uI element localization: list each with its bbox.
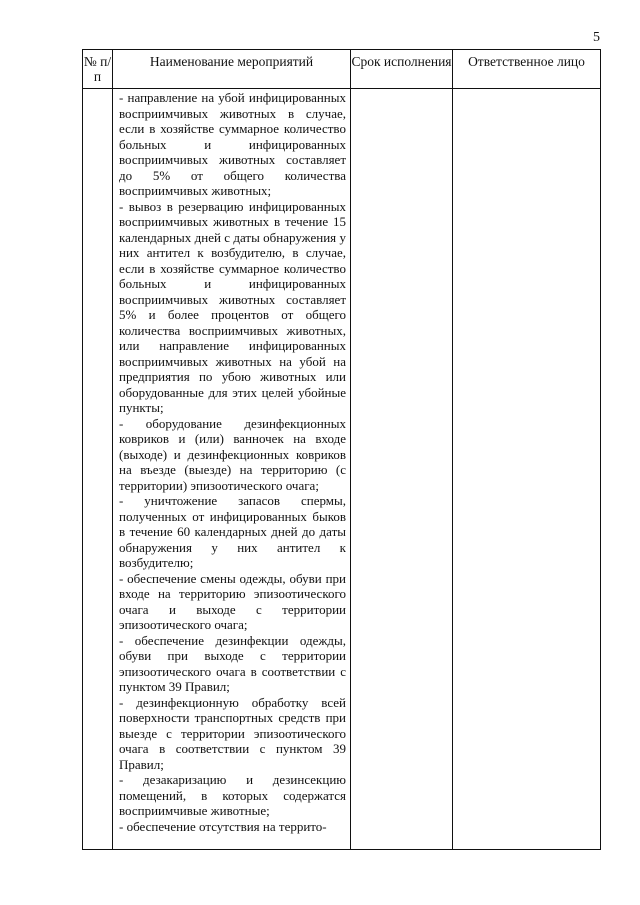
measures-table (82, 49, 601, 850)
list-item: - обеспечение смены одежды, обуви при входе на территорию эпизоотического очага и выходе с территории эпизоотического очага; (119, 570, 346, 632)
list-item: - дезакаризацию и дезинсекцию помещений, в которых содержатся восприимчивые животные; (119, 772, 346, 818)
list-item: - оборудование дезинфекционных ковриков и (или) ванночек на входе (выходе) и дезинфекционных ковриков на въезде (выезде) на территорию (с территории) эпизоотического очага; (119, 415, 346, 493)
list-item: - обеспечение отсутствия на террито- (119, 818, 327, 834)
list-item: - вывоз в резервацию инфицированных восприимчивых животных в течение 15 календарных дней с даты обнаружения у них антител к возбудителю, в случае, если в хозяйстве суммарное количество больных и инфицированных восприимчивых животных составляет 5% и более процентов от общего количества восприимчивых животных, или направление инфицированных восприимчивых животных на убой на предприятия по убою животных или оборудованные для этих целей убойные пункты; (119, 198, 346, 415)
list-item: - направление на убой инфицированных восприимчивых животных в случае, если в хозяйстве суммарное количество больных и инфицированных восприимчивых животных составляет до 5% от общего количества восприимчивых животных; (119, 90, 346, 198)
header-num: № п/п (83, 50, 113, 89)
table-row (83, 89, 601, 850)
header-responsible: Ответственное лицо (453, 50, 601, 89)
cell-num (83, 89, 113, 850)
cell-measures (113, 89, 351, 850)
list-item: - уничтожение запасов спермы, полученных от инфицированных быков в течение 60 календарных дней до даты обнаружения у них антител к возбудителю; (119, 493, 346, 570)
header-term: Срок исполнения (351, 50, 453, 89)
table-header-row (83, 50, 601, 89)
cell-term (351, 89, 453, 850)
page-number: 5 (593, 30, 600, 45)
header-name: Наименование мероприятий (113, 50, 351, 89)
measures-list (113, 89, 350, 834)
list-item: - дезинфекционную обработку всей поверхности транспортных средств при выезде с территории эпизоотического очага в соответствии с пунктом 39 Правил; (119, 694, 346, 772)
cell-responsible (453, 89, 601, 850)
list-item: - обеспечение дезинфекции одежды, обуви при выходе с территории эпизоотического очага в соответствии с пунктом 39 Правил; (119, 632, 346, 694)
